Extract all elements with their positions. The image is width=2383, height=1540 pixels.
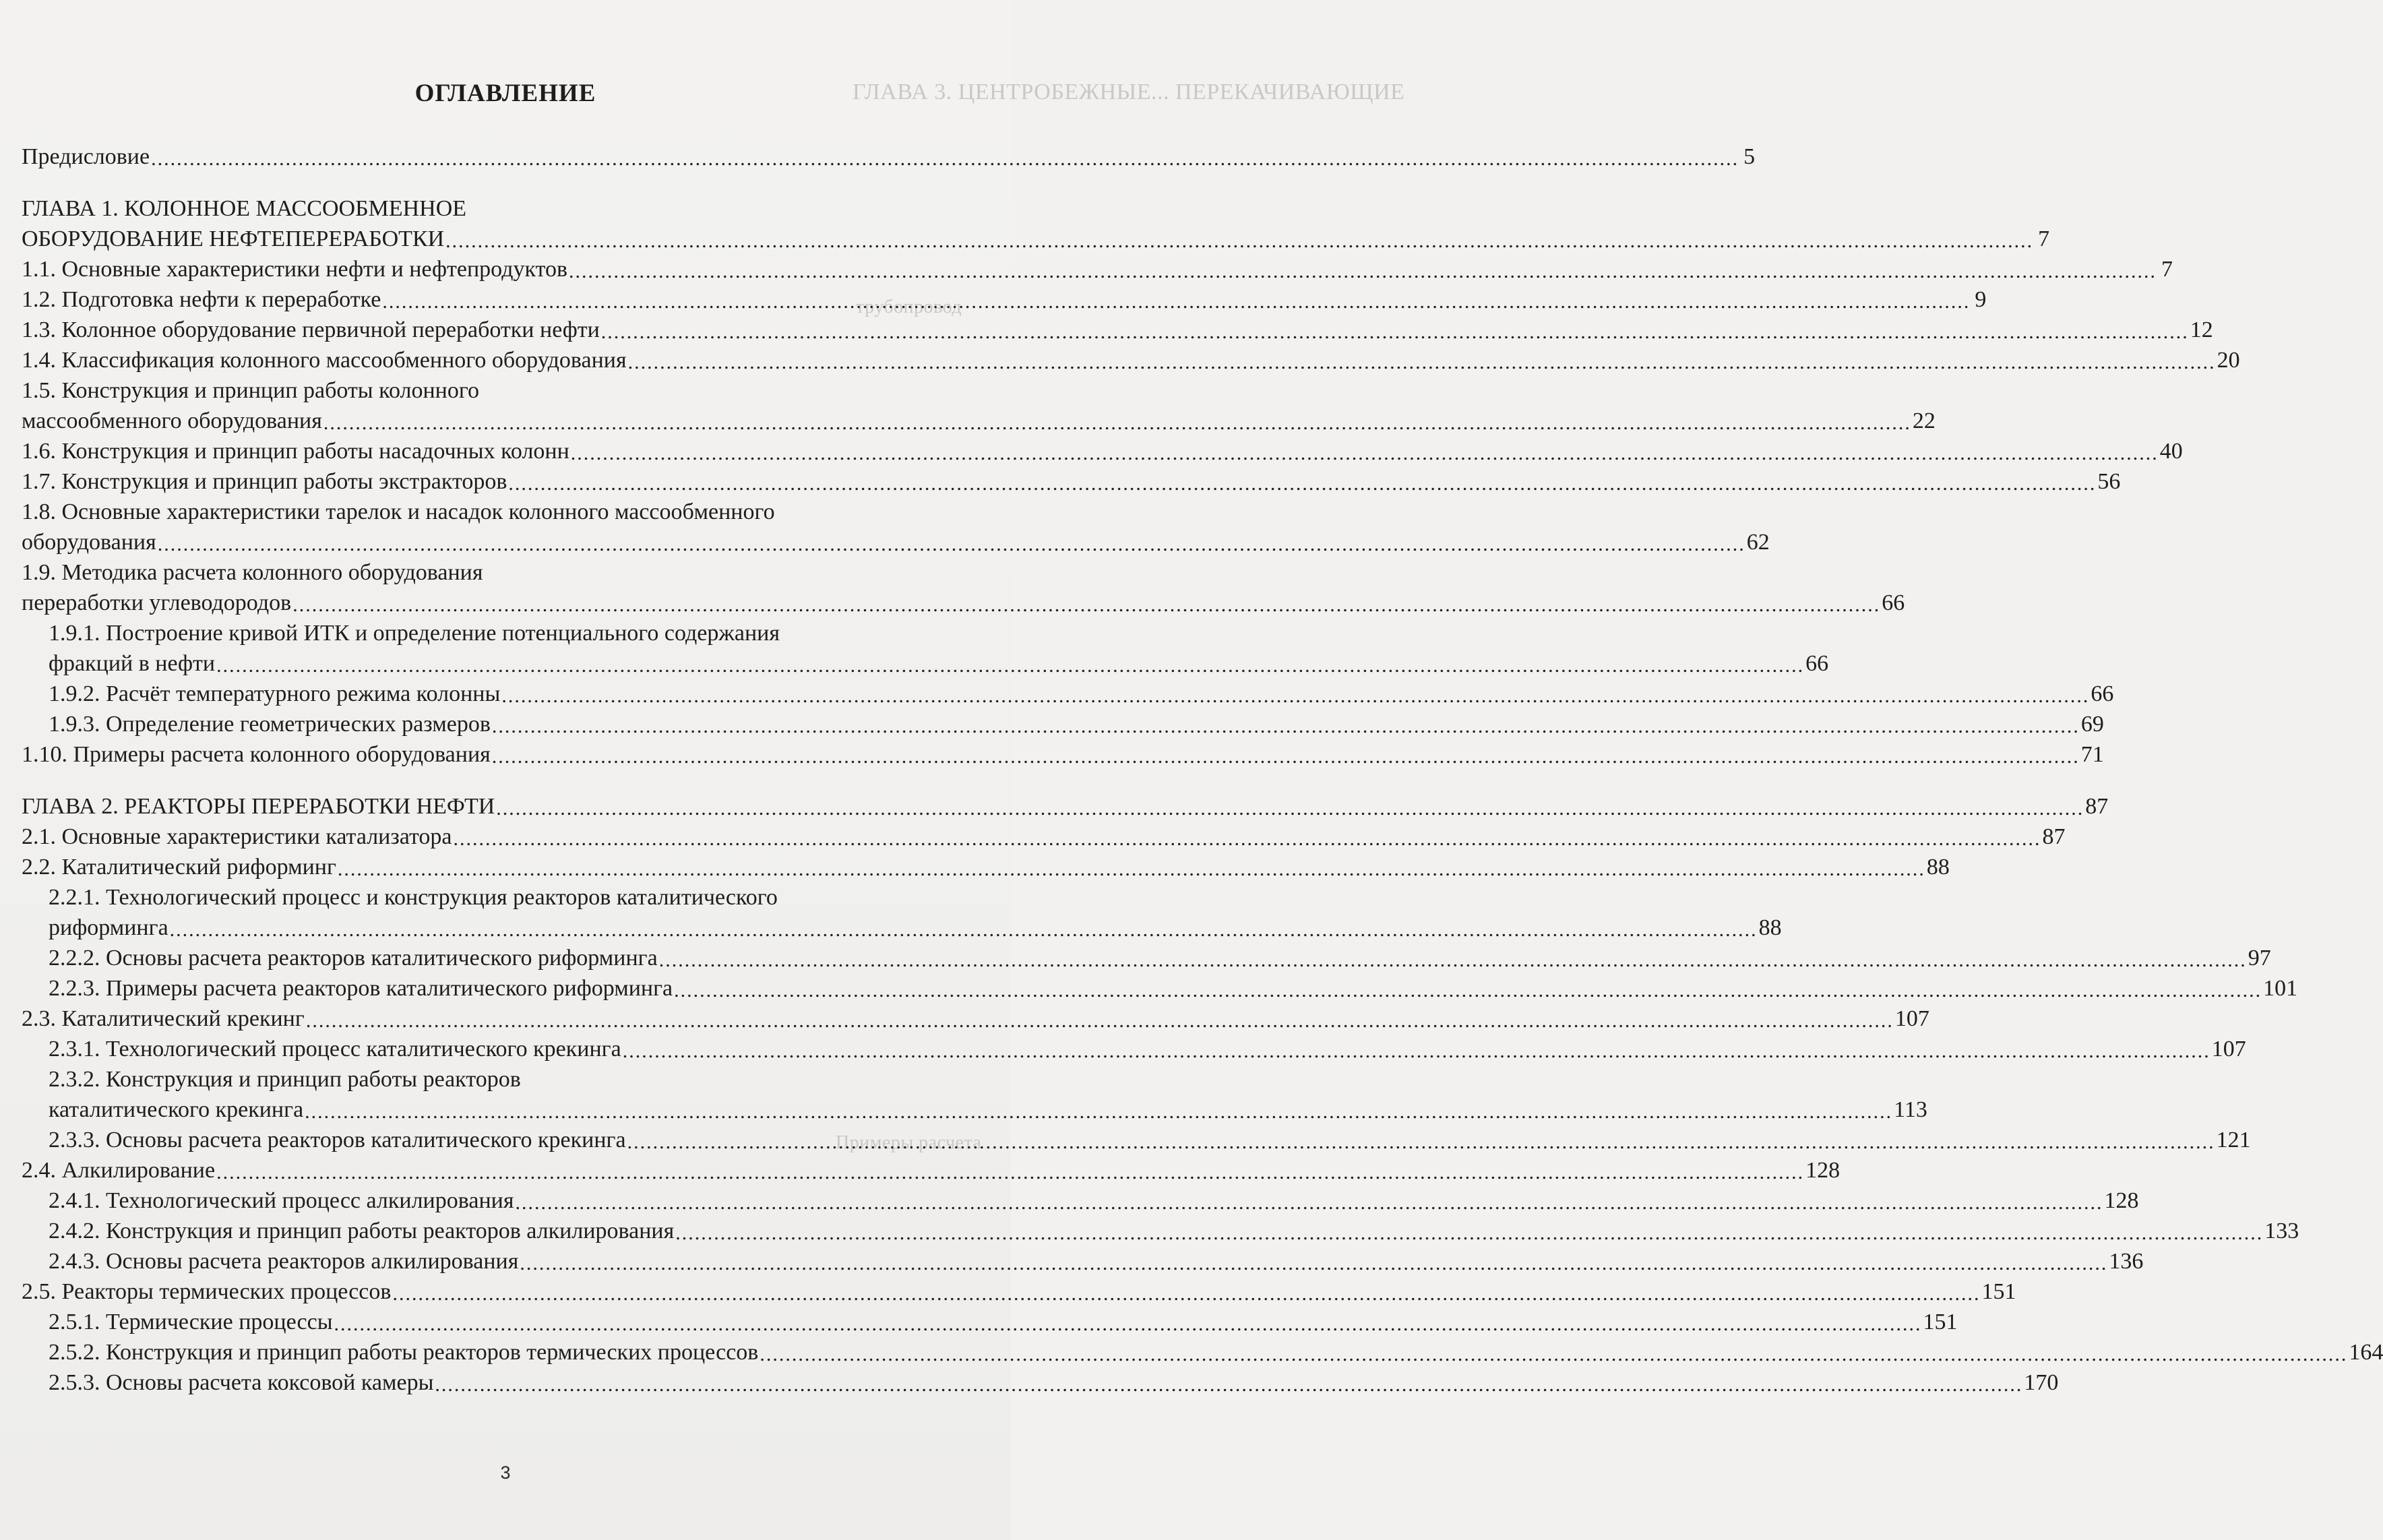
dot-leader — [496, 796, 2084, 822]
toc-entry-title: 2.3. Каталитический крекинг — [22, 1006, 305, 1031]
dot-leader — [323, 410, 1911, 436]
toc-entry-page: 170 — [2024, 1370, 2059, 1395]
dot-leader — [334, 1312, 1922, 1337]
toc-entry-title: 2.5.3. Основы расчета коксовой камеры — [49, 1370, 434, 1395]
toc-entry — [22, 739, 2104, 770]
toc-entry-title: 2.3.1. Технологический процесс каталитического крекинга — [49, 1037, 621, 1061]
page-title: ОГЛАВЛЕНИЕ — [414, 80, 596, 107]
toc-entry-title: 2.4.3. Основы расчета реакторов алкилирования — [49, 1249, 519, 1274]
toc-entry-title: ГЛАВА 1. КОЛОННОЕ МАССООБМЕННОЕ — [22, 196, 467, 221]
toc-entry-page: 128 — [1805, 1158, 1840, 1183]
toc-entry-title: фракций в нефти — [49, 651, 216, 676]
toc-entry-title: 1.9.2. Расчёт температурного режима колонны — [49, 681, 501, 706]
toc-entry-title: массообменного оборудования — [22, 408, 322, 433]
toc-entry-page: 7 — [2038, 226, 2050, 251]
dot-leader — [292, 592, 1880, 618]
toc-entry-page: 66 — [1882, 590, 1905, 615]
toc-entry-page: 113 — [1894, 1097, 1927, 1122]
dot-leader — [435, 1372, 2022, 1398]
toc-entry-page: 40 — [2159, 439, 2183, 464]
toc-entry-page: 164 — [2349, 1340, 2383, 1365]
dot-leader — [760, 1342, 2347, 1367]
toc-entry — [22, 1216, 2299, 1246]
dot-leader — [158, 532, 1745, 557]
toc-entry-title: 2.2. Каталитический риформинг — [22, 855, 336, 880]
toc-entry-page: 97 — [2248, 946, 2271, 971]
toc-entry-title: 1.5. Конструкция и принцип работы колонного — [22, 378, 479, 403]
toc-entry-title: 2.1. Основные характеристики катализатора — [22, 824, 452, 849]
dot-leader — [151, 146, 1739, 172]
toc-entry — [22, 943, 2271, 973]
toc-entry — [22, 315, 2213, 345]
toc-entry — [22, 224, 2050, 254]
toc-entry — [22, 1125, 2251, 1155]
dot-leader — [492, 744, 2080, 770]
toc-entry — [22, 284, 1987, 315]
bleed-through-text: Примеры расчета — [836, 1132, 982, 1153]
toc-entry — [22, 1155, 1840, 1185]
dot-leader — [382, 289, 1970, 315]
toc-entry-title: 1.6. Конструкция и принцип работы насадочных колонн — [22, 439, 569, 464]
toc-entry-title: 2.5.1. Термические процессы — [49, 1310, 333, 1334]
toc-entry-page: 88 — [1926, 855, 1950, 880]
toc-entry-page: 87 — [2042, 824, 2066, 849]
toc-entry-page: 128 — [2104, 1188, 2139, 1213]
toc-entry — [22, 1064, 923, 1095]
dot-leader — [515, 1190, 2103, 1216]
toc-entry — [22, 973, 2298, 1004]
toc-entry — [22, 1034, 2246, 1064]
toc-entry-page: 22 — [1912, 408, 1936, 433]
toc-entry — [22, 557, 923, 588]
toc-entry — [22, 1367, 2059, 1398]
toc-entry — [22, 436, 2183, 466]
toc-entry-page: 12 — [2190, 317, 2213, 342]
dot-leader — [445, 228, 2033, 254]
dot-leader — [216, 653, 1804, 679]
toc-entry-title: 1.1. Основные характеристики нефти и нефтепродуктов — [22, 257, 568, 282]
toc-entry-title: ОБОРУДОВАНИЕ НЕФТЕПЕРЕРАБОТКИ — [22, 226, 445, 251]
toc-entry — [22, 1337, 2383, 1367]
toc-entry — [22, 1307, 1958, 1337]
dot-leader — [392, 1281, 1980, 1307]
bleed-through-text: ГЛАВА 3. ЦЕНТРОБЕЖНЫЕ... ПЕРЕКАЧИВАЮЩИЕ — [853, 80, 1405, 104]
toc-entry-title: 2.5. Реакторы термических процессов — [22, 1279, 392, 1304]
toc-entry-title: 1.10. Примеры расчета колонного оборудования — [22, 742, 491, 767]
toc-entry — [22, 1246, 2144, 1276]
toc-entry-page: 69 — [2080, 712, 2104, 737]
toc-entry — [22, 527, 1770, 557]
toc-entry-page: 62 — [1746, 530, 1770, 555]
toc-entry — [22, 679, 2114, 709]
toc-entry-title: 1.9. Методика расчета колонного оборудования — [22, 560, 483, 585]
toc-entry-page: 151 — [1981, 1279, 2016, 1304]
toc-entry-title: 2.3.2. Конструкция и принцип работы реакторов — [49, 1067, 521, 1092]
dot-leader — [338, 857, 1925, 882]
toc-entry — [22, 254, 2173, 284]
dot-leader — [627, 1130, 2215, 1155]
toc-entry — [22, 618, 923, 648]
toc-entry-title: переработки углеводородов — [22, 590, 292, 615]
toc-entry-page: 66 — [1805, 651, 1829, 676]
toc-entry — [22, 822, 2066, 852]
toc-entry-page: 133 — [2264, 1219, 2299, 1243]
toc-entry — [22, 466, 2121, 497]
dot-leader — [306, 1008, 1894, 1034]
dot-leader — [492, 714, 2080, 739]
toc-entry-title: 1.4. Классификация колонного массообменного оборудования — [22, 348, 627, 373]
toc-entry-title: 2.4.2. Конструкция и принцип работы реакторов алкилирования — [49, 1219, 675, 1243]
toc-entry-title: 2.2.3. Примеры расчета реакторов каталитического риформинга — [49, 976, 673, 1001]
toc-entry — [22, 1276, 2016, 1307]
toc-entry — [22, 1095, 1927, 1125]
toc-entry-page: 66 — [2091, 681, 2114, 706]
toc-entry-page: 151 — [1923, 1310, 1958, 1334]
toc-entry-page: 71 — [2080, 742, 2104, 767]
dot-leader — [216, 1160, 1804, 1185]
toc-entry-page: 20 — [2217, 348, 2240, 373]
toc-entry — [22, 882, 923, 913]
page-number: 3 — [500, 1462, 511, 1483]
dot-leader — [170, 917, 1758, 943]
table-of-contents — [22, 142, 2383, 1398]
dot-leader — [674, 978, 2262, 1004]
toc-entry-title: 2.2.1. Технологический процесс и конструкция реакторов каталитического — [49, 885, 778, 910]
toc-entry — [22, 588, 1905, 618]
dot-leader — [623, 1039, 2210, 1064]
toc-entry-page: 7 — [2161, 257, 2173, 282]
toc-entry — [22, 193, 923, 224]
bleed-through-text: трубопровод — [856, 297, 962, 317]
dot-leader — [675, 1221, 2263, 1246]
dot-leader — [571, 441, 2159, 466]
toc-entry-title: риформинга — [49, 915, 168, 940]
toc-entry-title: 1.9.1. Построение кривой ИТК и определение потенциального содержания — [49, 621, 780, 646]
toc-entry-page: 88 — [1758, 915, 1782, 940]
toc-entry — [22, 913, 1782, 943]
dot-leader — [454, 826, 2041, 852]
toc-entry — [22, 1185, 2139, 1216]
toc-entry-title: каталитического крекинга — [49, 1097, 304, 1122]
toc-entry-title: 1.8. Основные характеристики тарелок и насадок колонного массообменного — [22, 499, 775, 524]
toc-entry-page: 9 — [1975, 287, 1987, 312]
toc-entry-title: оборудования — [22, 530, 156, 555]
toc-entry-title: Предисловие — [22, 144, 150, 169]
dot-leader — [659, 948, 2247, 973]
toc-entry — [22, 648, 1829, 679]
toc-entry-page: 107 — [2211, 1037, 2246, 1061]
toc-entry — [22, 345, 2240, 375]
toc-entry-title: 2.5.2. Конструкция и принцип работы реакторов термических процессов — [49, 1340, 759, 1365]
toc-entry-page: 87 — [2085, 794, 2109, 819]
toc-entry-title: 2.3.3. Основы расчета реакторов каталитического крекинга — [49, 1128, 626, 1152]
toc-entry-title: 2.4. Алкилирование — [22, 1158, 216, 1183]
toc-entry-page: 136 — [2109, 1249, 2144, 1274]
toc-entry-title: 1.2. Подготовка нефти к переработке — [22, 287, 381, 312]
toc-entry — [22, 709, 2104, 739]
toc-entry — [22, 375, 923, 406]
toc-entry-page: 5 — [1743, 144, 1756, 169]
toc-entry-page: 107 — [1894, 1006, 1929, 1031]
dot-leader — [520, 1251, 2107, 1276]
toc-entry — [22, 497, 923, 527]
toc-entry-title: 2.2.2. Основы расчета реакторов каталитического риформинга — [49, 946, 658, 971]
toc-entry-page: 121 — [2216, 1128, 2251, 1152]
toc-entry — [22, 406, 1936, 436]
toc-entry-page: 101 — [2263, 976, 2298, 1001]
toc-entry — [22, 1004, 1929, 1034]
toc-entry — [22, 852, 1950, 882]
toc-entry-title: 1.3. Колонное оборудование первичной переработки нефти — [22, 317, 600, 342]
dot-leader — [569, 259, 2157, 284]
dot-leader — [508, 471, 2096, 497]
dot-leader — [601, 319, 2189, 345]
toc-entry-title: 1.7. Конструкция и принцип работы экстракторов — [22, 469, 507, 494]
toc-entry — [22, 791, 2109, 822]
toc-entry-title: 2.4.1. Технологический процесс алкилирования — [49, 1188, 514, 1213]
dot-leader — [501, 683, 2089, 709]
toc-entry-title: ГЛАВА 2. РЕАКТОРЫ ПЕРЕРАБОТКИ НЕФТИ — [22, 794, 495, 819]
toc-entry — [22, 142, 1756, 172]
toc-entry-title: 1.9.3. Определение геометрических размеров — [49, 712, 491, 737]
dot-leader — [305, 1099, 1892, 1125]
toc-entry-page: 56 — [2097, 469, 2121, 494]
dot-leader — [628, 350, 2216, 375]
